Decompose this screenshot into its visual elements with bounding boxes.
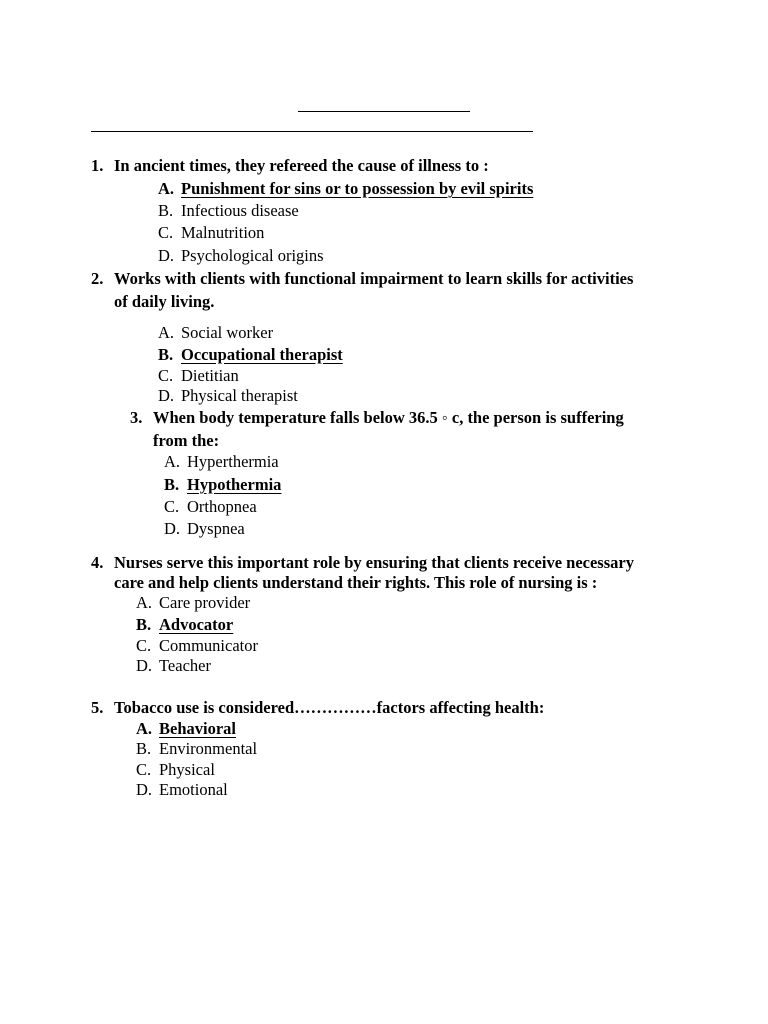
option-letter: D. [136, 780, 153, 799]
question-number: 5. [91, 698, 104, 717]
question-text: Nurses serve this important role by ensuring that clients receive necessary [114, 553, 634, 572]
option-text: Orthopnea [187, 497, 257, 516]
option-letter: D. [158, 246, 175, 265]
question-5 [91, 698, 544, 718]
option-text: Dyspnea [187, 519, 245, 538]
question-4-continued [114, 573, 597, 593]
option-3a[interactable] [164, 452, 279, 472]
option-4a[interactable] [136, 593, 250, 613]
option-2a[interactable] [158, 323, 273, 343]
option-text: Teacher [159, 656, 211, 675]
option-1b[interactable] [158, 201, 299, 221]
question-3-continued [153, 431, 219, 451]
option-letter: B. [164, 475, 180, 494]
option-5c[interactable] [136, 760, 215, 780]
question-number: 4. [91, 553, 104, 572]
option-text: Environmental [159, 739, 258, 758]
option-text: Hypothermia [187, 475, 282, 494]
option-letter: A. [136, 593, 153, 612]
option-1d[interactable] [158, 246, 324, 266]
question-text: When body temperature falls below 36.5 ◦ c, the person is suffering [153, 408, 624, 427]
option-1a[interactable] [158, 179, 533, 199]
option-letter: C. [136, 760, 152, 779]
option-letter: D. [136, 656, 153, 675]
option-letter: C. [164, 497, 180, 516]
option-5a[interactable] [136, 719, 236, 739]
option-letter: B. [158, 345, 174, 364]
option-5b[interactable] [136, 739, 257, 759]
option-letter: B. [136, 615, 152, 634]
option-3b[interactable] [164, 475, 281, 495]
question-text: Tobacco use is considered……………factors affecting health: [114, 698, 545, 717]
option-1c[interactable] [158, 223, 264, 243]
question-number: 2. [91, 269, 104, 288]
option-5d[interactable] [136, 780, 228, 800]
option-text: Occupational therapist [181, 345, 343, 364]
option-text: Emotional [159, 780, 228, 799]
option-letter: A. [158, 323, 175, 342]
option-text: Malnutrition [181, 223, 265, 242]
option-letter: A. [164, 452, 181, 471]
option-text: Infectious disease [181, 201, 299, 220]
question-2 [91, 269, 633, 289]
question-number: 3. [130, 408, 143, 427]
option-letter: C. [158, 223, 174, 242]
question-2-continued [114, 292, 214, 312]
header-divider [91, 131, 533, 132]
option-text: Psychological origins [181, 246, 324, 265]
option-letter: D. [158, 386, 175, 405]
option-4c[interactable] [136, 636, 258, 656]
option-letter: B. [136, 739, 152, 758]
option-letter: D. [164, 519, 181, 538]
option-2d[interactable] [158, 386, 298, 406]
option-2c[interactable] [158, 366, 239, 386]
question-number: 1. [91, 156, 104, 175]
question-text: of daily living. [114, 292, 215, 311]
question-text: In ancient times, they refereed the cause of illness to : [114, 156, 489, 175]
option-letter: A. [158, 179, 175, 198]
title-underline [298, 111, 470, 112]
option-3d[interactable] [164, 519, 245, 539]
option-text: Hyperthermia [187, 452, 279, 471]
option-text: Physical [159, 760, 215, 779]
option-letter: A. [136, 719, 153, 738]
option-text: Advocator [159, 615, 234, 634]
option-4b[interactable] [136, 615, 233, 635]
option-3c[interactable] [164, 497, 257, 517]
option-text: Behavioral [159, 719, 236, 738]
option-text: Dietitian [181, 366, 239, 385]
question-text: Works with clients with functional impairment to learn skills for activities [114, 269, 634, 288]
option-text: Physical therapist [181, 386, 298, 405]
option-text: Communicator [159, 636, 258, 655]
question-text: from the: [153, 431, 220, 450]
option-letter: B. [158, 201, 174, 220]
option-text: Social worker [181, 323, 274, 342]
option-text: Punishment for sins or to possession by evil spirits [181, 179, 534, 198]
option-letter: C. [158, 366, 174, 385]
option-letter: C. [136, 636, 152, 655]
question-4 [91, 553, 634, 573]
option-text: Care provider [159, 593, 251, 612]
question-text: care and help clients understand their rights. This role of nursing is : [114, 573, 598, 592]
question-3 [130, 408, 624, 428]
question-1 [91, 156, 489, 176]
option-4d[interactable] [136, 656, 211, 676]
option-2b[interactable] [158, 345, 343, 365]
